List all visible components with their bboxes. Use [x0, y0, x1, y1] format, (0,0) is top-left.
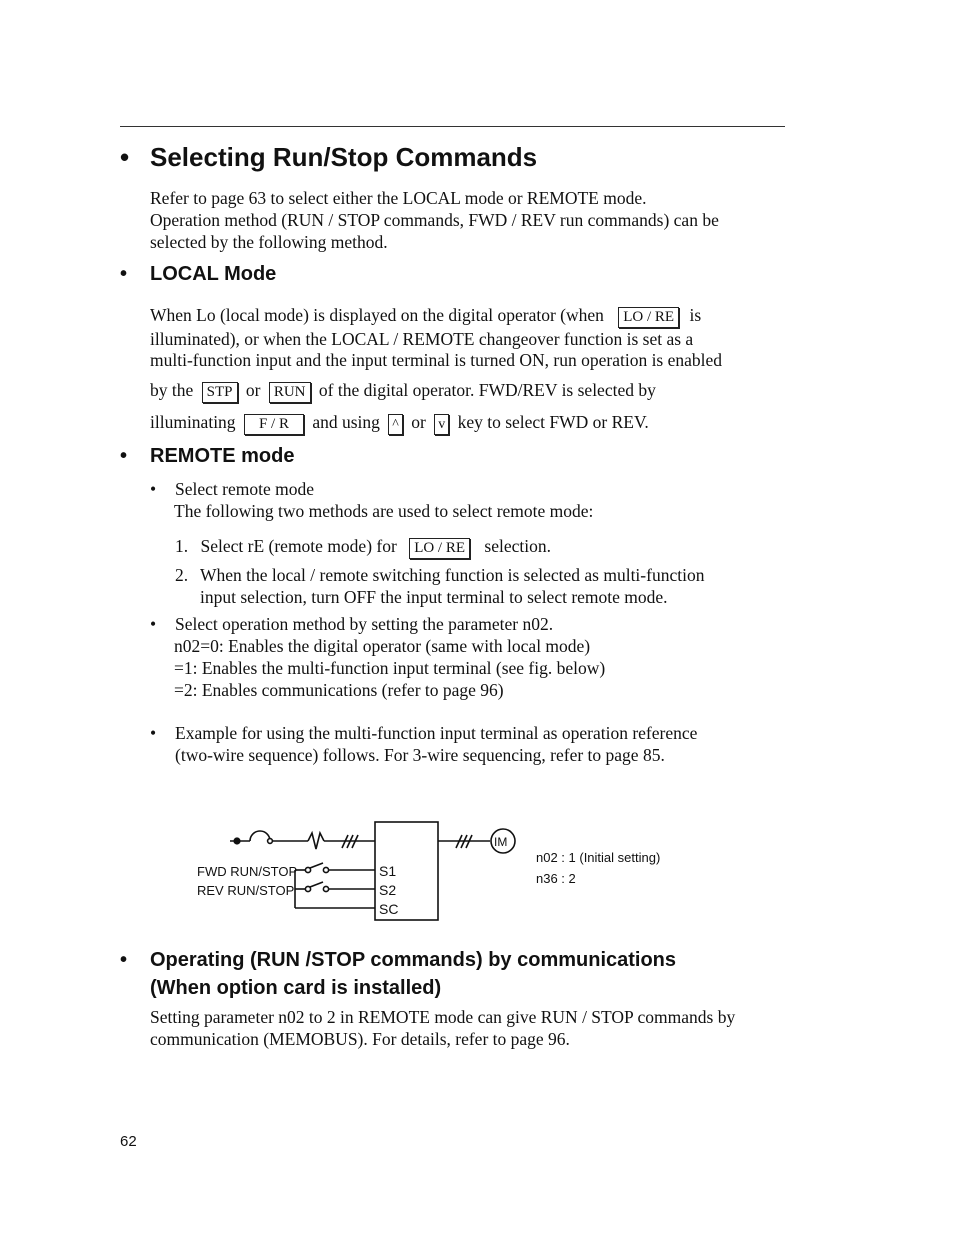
comms-title-line-2: (When option card is installed) [150, 977, 442, 999]
text: key to select FWD or REV. [457, 412, 649, 432]
remote-item-2 [175, 564, 705, 586]
note-n02: n02 : 1 (Initial setting) [536, 850, 661, 865]
text: and using [312, 412, 380, 432]
fwd-run-stop-label: FWD RUN/STOP [197, 864, 298, 879]
page-title-text: Selecting Run/Stop Commands [150, 142, 538, 172]
item-number: 2. [175, 565, 189, 585]
text: illuminating [150, 412, 236, 432]
fr-key: F / R [244, 414, 304, 435]
lo-re-key: LO / RE [618, 307, 679, 328]
stp-key: STP [202, 382, 238, 403]
text: Example for using the multi-function input terminal as operation reference [175, 723, 698, 743]
text: of the digital operator. FWD/REV is selected by [318, 380, 656, 400]
remote-bullet-3-line-2: (two-wire sequence) follows. For 3-wire sequencing, refer to page 85. [175, 745, 665, 765]
local-line-2: illuminated), or when the LOCAL / REMOTE changeover function is set as a [150, 329, 694, 349]
bullet: • [120, 142, 130, 172]
motor-label: IM [494, 835, 508, 849]
intro-line: Operation method (RUN / STOP commands, FWD / REV run commands) can be [150, 210, 719, 230]
top-rule [120, 126, 785, 127]
remote-bullet-1-line-2: The following two methods are used to select remote mode: [174, 501, 594, 521]
s2-terminal-label: S2 [379, 882, 397, 898]
intro-paragraph [150, 187, 719, 253]
bullet: • [150, 479, 157, 499]
text: Select rE (remote mode) for [200, 536, 397, 556]
remote-item-1 [175, 535, 551, 559]
local-mode-heading [120, 263, 277, 286]
remote-item-2-line-2: input selection, turn OFF the input terminal to select remote mode. [200, 587, 668, 607]
bullet: • [150, 723, 157, 743]
comms-line-2: communication (MEMOBUS). For details, refer to page 96. [150, 1029, 570, 1049]
text: by the [150, 380, 194, 400]
bullet: • [150, 614, 157, 634]
sc-terminal-label: SC [379, 901, 399, 917]
text: Select operation method by setting the parameter n02. [175, 614, 554, 634]
remote-bullet-2-line-2: n02=0: Enables the digital operator (same with local mode) [174, 636, 591, 656]
text: selection. [484, 536, 551, 556]
run-key: RUN [269, 382, 311, 403]
bullet: • [120, 263, 128, 285]
remote-mode-heading [120, 445, 295, 468]
bullet: • [120, 949, 128, 971]
local-line-1 [150, 304, 701, 328]
s1-terminal-label: S1 [379, 863, 397, 879]
local-line-4 [150, 379, 656, 403]
text: Select remote mode [175, 479, 314, 499]
lo-re-key: LO / RE [409, 538, 470, 559]
remote-mode-title: REMOTE mode [150, 445, 295, 467]
text: When Lo (local mode) is displayed on the digital operator (when [150, 305, 604, 325]
remote-bullet-3 [150, 722, 698, 744]
intro-line: Refer to page 63 to select either the LOCAL mode or REMOTE mode. [150, 188, 647, 208]
page-title [120, 142, 538, 173]
local-mode-title: LOCAL Mode [150, 263, 277, 285]
note-n36: n36 : 2 [536, 871, 576, 886]
resistor-symbol [308, 833, 324, 849]
up-key: ^ [388, 414, 403, 435]
comms-heading [120, 946, 677, 999]
remote-bullet-1 [150, 478, 314, 500]
text: or [245, 380, 261, 400]
item-number: 1. [175, 536, 189, 556]
text: is [689, 305, 702, 325]
breaker-symbol [250, 831, 270, 841]
bullet: • [120, 445, 128, 467]
comms-line-1: Setting parameter n02 to 2 in REMOTE mode can give RUN / STOP commands by [150, 1007, 736, 1027]
remote-bullet-2-line-4: =2: Enables communications (refer to page 96) [174, 680, 504, 700]
down-key: v [434, 414, 449, 435]
text: When the local / remote switching function is selected as multi-function [200, 565, 705, 585]
text: or [411, 412, 426, 432]
remote-bullet-2 [150, 613, 554, 635]
comms-title-line-1: Operating (RUN /STOP commands) by communications [150, 949, 677, 971]
wiring-diagram [180, 815, 720, 930]
remote-bullet-2-line-3: =1: Enables the multi-function input terminal (see fig. below) [174, 658, 606, 678]
rev-run-stop-label: REV RUN/STOP [197, 883, 295, 898]
intro-line: selected by the following method. [150, 232, 388, 252]
local-line-3: multi-function input and the input terminal is turned ON, run operation is enabled [150, 350, 723, 370]
page-number: 62 [120, 1133, 137, 1150]
local-line-5 [150, 411, 649, 435]
